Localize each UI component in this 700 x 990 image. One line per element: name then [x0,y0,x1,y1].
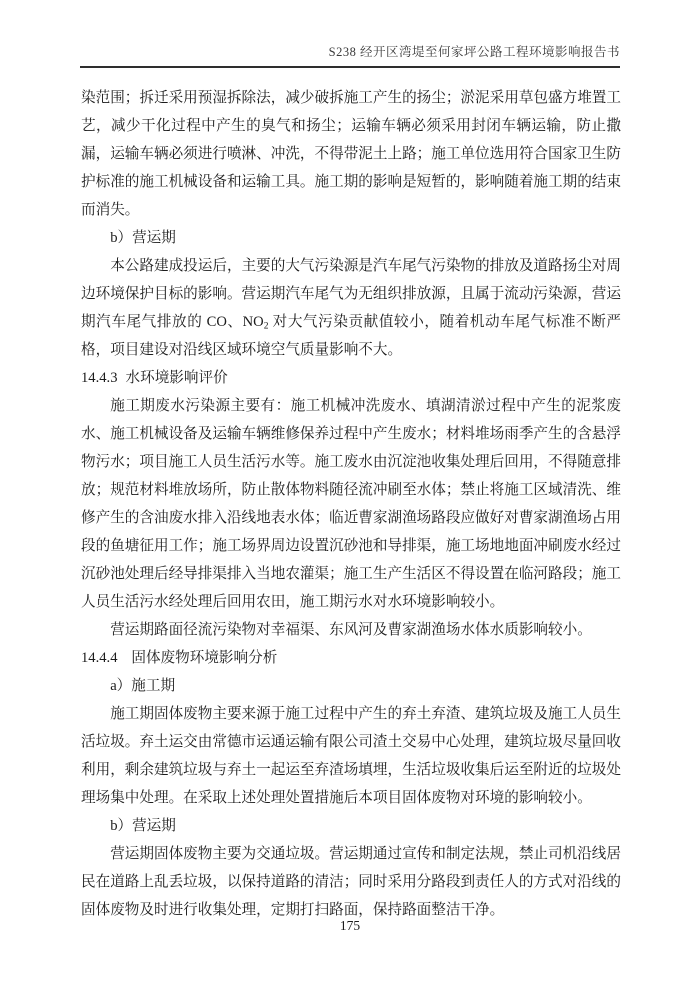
document-body [81,84,621,924]
paragraph-solid-waste-construction: 施工期固体废物主要来源于施工过程中产生的弃土弃渣、建筑垃圾及施工人员生活垃圾。弃土运交由常德市运通运输有限公司渣土交易中心处理，建筑垃圾尽量回收利用，剩余建筑垃圾与弃土一起运至弃渣场填埋，生活垃圾收集后运至附近的垃圾处理场集中处理。在采取上述处理处置措施后本项目固体废物对环境的影响较小。 [81,706,621,806]
paragraph-solid-waste-operation: 营运期固体废物主要为交通垃圾。营运期通过宣传和制定法规，禁止司机沿线居民在道路上乱丢垃圾，以保持道路的清洁；同时采用分路段到责任人的方式对沿线的固体废物及时进行收集处理，定期打扫路面，保持路面整洁干净。 [81,846,621,918]
list-item-construction-period: a）施工期 [110,678,176,694]
paragraph-dust-measures: 染范围；拆迁采用预湿拆除法，减少破拆施工产生的扬尘；淤泥采用草包盛方堆置工艺，减少干化过程中产生的臭气和扬尘；运输车辆必须采用封闭车辆运输，防止撒漏，运输车辆必须进行喷淋、冲洗，不得带泥土上路；施工单位选用符合国家卫生防护标准的施工机械设备和运输工具。施工期的影响是短暂的，影响随着施工期的结束而消失。 [81,90,621,218]
paragraph-text: 对大气污染贡献值较小，随着机动车尾气标准不断严格，项目建设对沿线区域环境空气质量影响不大。 [81,314,621,358]
list-item-operation-period-2: b）营运期 [110,818,176,834]
paragraph-operation-air-impact [81,252,621,364]
section-title: 固体废物环境影响分析 [131,650,278,666]
section-heading-14-4-3 [81,364,621,392]
section-number: 14.4.4 [81,650,118,666]
page-number: 175 [339,918,361,933]
section-title: 水环境影响评价 [125,370,228,386]
page-header [80,45,620,68]
section-number: 14.4.3 [81,370,118,386]
header-title: S238 经开区湾堤至何家坪公路工程环境影响报告书 [328,45,620,59]
paragraph-water-construction: 施工期废水污染源主要有：施工机械冲洗废水、填湖清淤过程中产生的泥浆废水、施工机械设备及运输车辆维修保养过程中产生废水；材料堆场雨季产生的含悬浮物污水；项目施工人员生活污水等。施工废水由沉淀池收集处理后回用，不得随意排放；规范材料堆放场所，防止散体物料随径流冲刷至水体；禁止将施工区域清洗、维修产生的含油废水排入沿线地表水体；临近曹家湖渔场路段应做好对曹家湖渔场占用段的鱼塘征用工作；施工场界周边设置沉砂池和导排渠，施工场地地面冲刷废水经过沉砂池处理后经导排渠排入当地农灌渠；施工生产生活区不得设置在临河路段；施工人员生活污水经处理后回用农田，施工期污水对水环境影响较小。 [81,398,621,610]
section-heading-14-4-4 [81,644,621,672]
list-item-operation-period: b）营运期 [110,230,176,246]
paragraph-text: 本公路建成投运后，主要的大气污染源是汽车尾气污染物的排放及道路扬尘对周边环境保护目标的影响。营运期汽车尾气为无组织排放源，且属于流动污染源，营运期汽车尾气排放的 CO、NO [81,258,621,330]
chemical-subscript: 2 [263,321,269,332]
paragraph-water-operation: 营运期路面径流污染物对幸福渠、东风河及曹家湖渔场水体水质影响较小。 [110,622,592,638]
